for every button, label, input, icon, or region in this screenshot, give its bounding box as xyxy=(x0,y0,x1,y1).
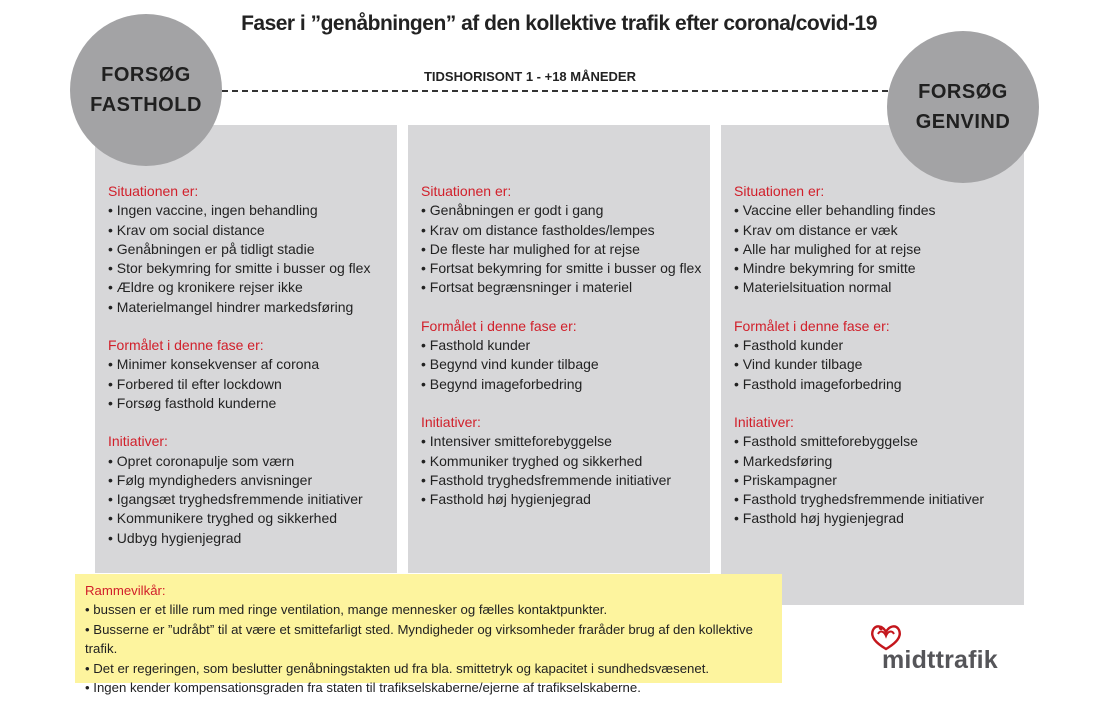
phase-column-3 xyxy=(721,125,1024,605)
situation-item: • Mindre bekymring for smitte xyxy=(734,259,1018,278)
timeline-label: TIDSHORISONT 1 - +18 MÅNEDER xyxy=(423,69,636,84)
situation-item: • Vaccine eller behandling findes xyxy=(734,201,1018,220)
situation-item: • Ingen vaccine, ingen behandling xyxy=(108,201,391,220)
situation-section xyxy=(734,182,1018,298)
purpose-section xyxy=(734,317,1018,394)
situation-heading: Situationen er: xyxy=(734,183,825,199)
phase-circle-genvind xyxy=(887,31,1039,183)
situation-list xyxy=(108,201,391,317)
framework-item: • Busserne er ”udråbt” til at være et smittefarligt sted. Myndigheder og virksomheder fraråder brug af den kollektive trafik. xyxy=(85,620,772,659)
initiatives-item: • Fasthold høj hygienjegrad xyxy=(421,490,704,509)
initiatives-item: • Kommunikere tryghed og sikkerhed xyxy=(108,509,391,528)
phase-circle-right-line1: FORSØG xyxy=(918,81,1008,103)
situation-section xyxy=(421,182,704,298)
initiatives-list xyxy=(108,452,391,548)
situation-heading: Situationen er: xyxy=(421,183,512,199)
situation-item: • Genåbningen er godt i gang xyxy=(421,201,704,220)
initiatives-item: • Igangsæt tryghedsfremmende initiativer xyxy=(108,490,391,509)
situation-list xyxy=(734,201,1018,297)
situation-item: • Krav om distance er væk xyxy=(734,221,1018,240)
initiatives-section xyxy=(734,413,1018,529)
initiatives-heading: Initiativer: xyxy=(734,413,794,430)
initiatives-list xyxy=(421,432,704,509)
initiatives-item: • Kommuniker tryghed og sikkerhed xyxy=(421,452,704,471)
page-title: Faser i ”genåbningen” af den kollektive trafik efter corona/covid-19 xyxy=(241,12,877,35)
initiatives-item: • Intensiver smitteforebyggelse xyxy=(421,432,704,451)
phase-circle-fasthold xyxy=(70,14,222,166)
phase-circle-left-line1: FORSØG xyxy=(101,64,191,86)
purpose-section xyxy=(421,317,704,394)
situation-item: • Materielsituation normal xyxy=(734,278,1018,297)
initiatives-list xyxy=(734,432,1018,528)
initiatives-item: • Fasthold høj hygienjegrad xyxy=(734,509,1018,528)
situation-heading: Situationen er: xyxy=(108,183,199,199)
framework-item: • bussen er et lille rum med ringe ventilation, mange mennesker og fælles kontaktpunkter. xyxy=(85,600,772,619)
situation-list xyxy=(421,201,704,297)
framework-list xyxy=(85,600,772,697)
situation-item: • De fleste har mulighed for at rejse xyxy=(421,240,704,259)
purpose-item: • Fasthold kunder xyxy=(421,336,704,355)
purpose-section xyxy=(108,336,391,413)
initiatives-item: • Markedsføring xyxy=(734,452,1018,471)
situation-item: • Alle har mulighed for at rejse xyxy=(734,240,1018,259)
purpose-list xyxy=(421,336,704,394)
purpose-heading: Formålet i denne fase er: xyxy=(421,317,577,334)
purpose-item: • Minimer konsekvenser af corona xyxy=(108,355,391,374)
framework-item: • Det er regeringen, som beslutter genåbningstakten ud fra bla. smittetryk og kapacitet i sundhedsvæsenet. xyxy=(85,659,772,678)
purpose-heading: Formålet i denne fase er: xyxy=(734,317,890,334)
initiatives-item: • Fasthold smitteforebyggelse xyxy=(734,432,1018,451)
purpose-item: • Forbered til efter lockdown xyxy=(108,375,391,394)
purpose-item: • Begynd vind kunder tilbage xyxy=(421,355,704,374)
initiatives-section xyxy=(421,413,704,509)
timeline-dashed-line xyxy=(222,90,888,92)
phase-column-2 xyxy=(408,125,710,573)
situation-section xyxy=(108,182,391,317)
initiatives-item: • Udbyg hygienjegrad xyxy=(108,529,391,548)
situation-item: • Materielmangel hindrer markedsføring xyxy=(108,298,391,317)
midttrafik-logo-text: midttrafik xyxy=(882,646,998,674)
initiatives-item: • Priskampagner xyxy=(734,471,1018,490)
framework-conditions-box xyxy=(75,574,782,696)
initiatives-item: • Opret coronapulje som værn xyxy=(108,452,391,471)
initiatives-item: • Fasthold tryghedsfremmende initiativer xyxy=(734,490,1018,509)
initiatives-heading: Initiativer: xyxy=(421,413,481,430)
situation-item: • Fortsat begrænsninger i materiel xyxy=(421,278,704,297)
initiatives-item: • Følg myndigheders anvisninger xyxy=(108,471,391,490)
situation-item: • Fortsat bekymring for smitte i busser og flex xyxy=(421,259,704,278)
purpose-item: • Fasthold imageforbedring xyxy=(734,375,1018,394)
purpose-heading: Formålet i denne fase er: xyxy=(108,337,264,354)
situation-item: • Krav om distance fastholdes/lempes xyxy=(421,221,704,240)
framework-title: Rammevilkår: xyxy=(85,583,166,598)
purpose-item: • Fasthold kunder xyxy=(734,336,1018,355)
initiatives-item: • Fasthold tryghedsfremmende initiativer xyxy=(421,471,704,490)
phase-circle-right-line2: GENVIND xyxy=(915,111,1011,133)
phase-circle-left-line2: FASTHOLD xyxy=(90,94,202,116)
situation-item: • Krav om social distance xyxy=(108,221,391,240)
purpose-item: • Vind kunder tilbage xyxy=(734,355,1018,374)
purpose-item: • Forsøg fasthold kunderne xyxy=(108,394,391,413)
situation-item: • Stor bekymring for smitte i busser og flex xyxy=(108,259,391,278)
initiatives-heading: Initiativer: xyxy=(108,433,168,450)
purpose-list xyxy=(108,355,391,413)
initiatives-section xyxy=(108,432,391,548)
situation-item: • Ældre og kronikere rejser ikke xyxy=(108,278,391,297)
purpose-item: • Begynd imageforbedring xyxy=(421,375,704,394)
purpose-list xyxy=(734,336,1018,394)
situation-item: • Genåbningen er på tidligt stadie xyxy=(108,240,391,259)
framework-item: • Ingen kender kompensationsgraden fra staten til trafikselskaberne/ejerne af trafikselskaberne. xyxy=(85,678,772,697)
phase-column-1 xyxy=(95,125,397,573)
